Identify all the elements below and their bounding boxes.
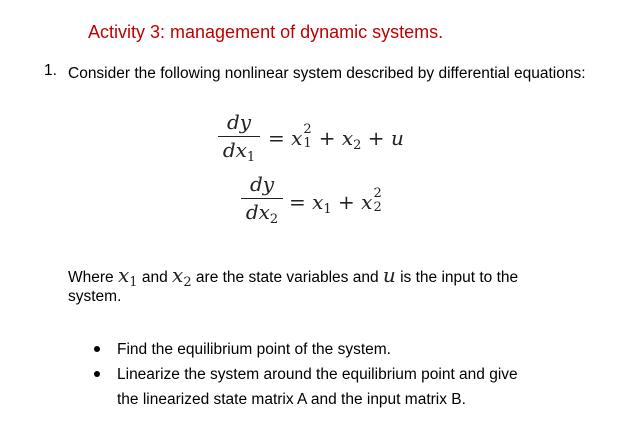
- bullet-dot-1: [94, 346, 100, 352]
- question-text: Consider the following nonlinear system described by differential equations:: [68, 65, 586, 82]
- question-number: 1.: [44, 62, 57, 79]
- where-paragraph: [68, 262, 518, 296]
- equation-2-fraction: [241, 172, 283, 232]
- where-middle: are the state variables and: [195, 269, 379, 286]
- equation-2-denominator: $dx_2$: [245, 200, 279, 227]
- state-variable-x1: $x_1$: [117, 263, 138, 290]
- equation-1-rhs: = x 2 1 + $x_2 + u$: [268, 122, 404, 153]
- equation-1-numerator: dy: [226, 110, 252, 134]
- bullet-2-line-1: Linearize the system around the equilibrium point and give: [117, 366, 518, 383]
- input-variable-u: u: [382, 263, 396, 287]
- where-prefix: Where: [68, 269, 114, 286]
- where-line-2: system.: [68, 288, 122, 305]
- bullet-1-text: Find the equilibrium point of the system.: [117, 341, 391, 358]
- state-variable-x2: $x_2$: [172, 263, 192, 290]
- equation-1-denominator: $dx_1$: [222, 138, 256, 165]
- where-suffix: is the input to the: [400, 269, 519, 286]
- where-and: and: [141, 269, 168, 286]
- equation-2-rhs: = $x_1 + x$ 2 2: [289, 186, 382, 217]
- equation-2-numerator: dy: [249, 172, 275, 196]
- bullet-dot-2: [94, 371, 100, 377]
- equation-1-fraction: [218, 110, 260, 170]
- fraction-bar: [241, 198, 283, 199]
- bullet-2-line-2: the linearized state matrix A and the input matrix B.: [117, 391, 466, 408]
- fraction-bar: [218, 136, 260, 137]
- activity-title: Activity 3: management of dynamic systems.: [88, 22, 444, 42]
